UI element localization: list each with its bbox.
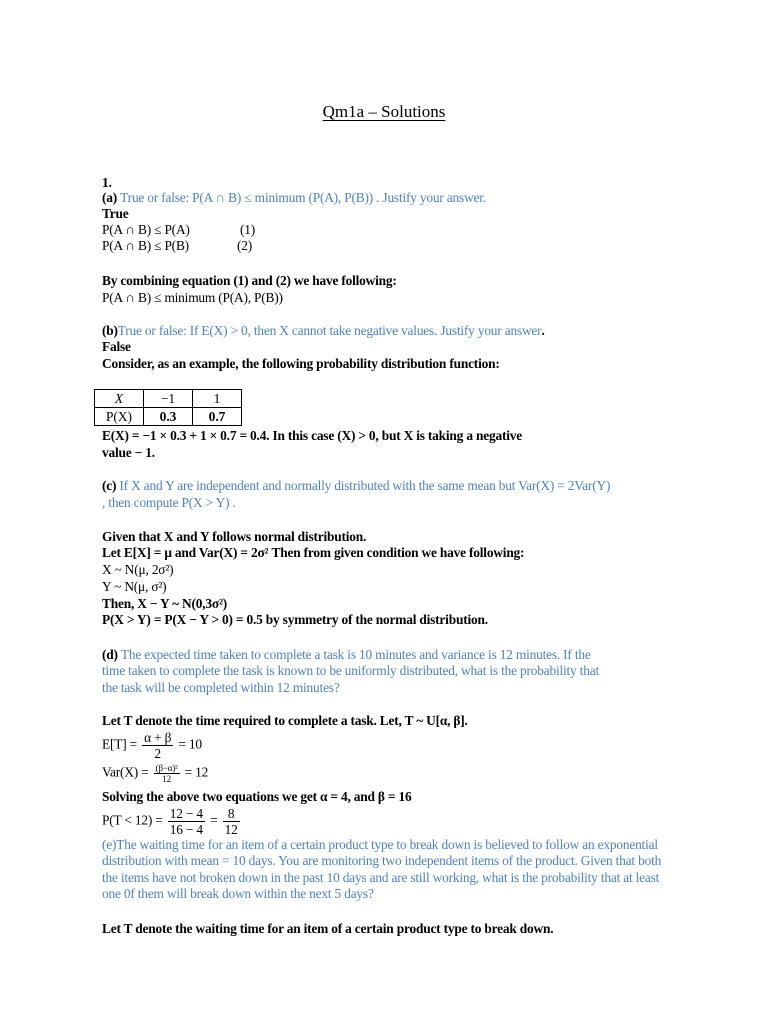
part-d-prob-fraction-2 xyxy=(223,806,240,837)
fraction-denominator: 12 xyxy=(224,822,238,837)
part-b-calc-end: value − 1. xyxy=(102,445,155,460)
part-e-question-1: (e)The waiting time for an item of a certain product type to break down is believed to follow an exponential xyxy=(102,837,658,852)
part-c-given: Given that X and Y follows normal distribution. xyxy=(102,529,367,544)
part-e-question-2: distribution with mean = 10 days. You are monitoring two independent items of the product. Given that both xyxy=(102,853,662,868)
fraction-denominator: 2 xyxy=(154,746,161,761)
part-a-eq1: P(A ∩ B) ≤ P(A) xyxy=(102,222,190,237)
fraction-denominator: 12 xyxy=(162,774,171,784)
part-d-prob-lhs: P(T < 12) = xyxy=(102,812,163,828)
part-d-var-rhs: = 12 xyxy=(184,764,209,780)
part-d-prob-fraction-1 xyxy=(168,806,205,837)
part-e-let: Let T denote the waiting time for an item of a certain product type to break down. xyxy=(102,921,554,936)
page-title: Qm1a – Solutions xyxy=(322,102,446,121)
part-a-eq2: P(A ∩ B) ≤ P(B) xyxy=(102,238,189,253)
table-cell: −1 xyxy=(144,390,193,408)
part-d-prob-equals: = xyxy=(210,812,218,828)
part-a-eq2-line xyxy=(102,238,253,254)
part-b-label: (b) xyxy=(102,323,118,338)
part-a-question: True or false: P(A ∩ B) ≤ minimum (P(A), P(B)) . Justify your answer. xyxy=(120,190,486,205)
part-d-mean-lhs: E[T] = xyxy=(102,736,137,752)
part-d-question-3: the task will be completed within 12 minutes? xyxy=(102,680,340,695)
part-d-let: Let T denote the time required to complete a task. Let, T ~ U[α, β]. xyxy=(102,713,468,728)
part-d-var-fraction xyxy=(154,763,180,784)
part-c-label: (c) xyxy=(102,478,117,493)
part-c-question-line-1 xyxy=(102,478,610,494)
part-c-diff: Then, X − Y ~ N(0,3σ²) xyxy=(102,596,228,611)
table-cell: 1 xyxy=(193,390,242,408)
part-b-calc: E(X) = −1 × 0.3 + 1 × 0.7 = 0.4. In this case (X) > 0, but X is taking a negative xyxy=(102,428,522,443)
part-d-var-lhs: Var(X) = xyxy=(102,764,149,780)
question-number: 1. xyxy=(102,175,112,190)
table-row xyxy=(95,390,242,408)
part-c-x-dist: X ~ N(μ, 2σ²) xyxy=(102,562,174,577)
part-a-result: P(A ∩ B) ≤ minimum (P(A), P(B)) xyxy=(102,290,283,305)
part-d-mean-equation xyxy=(102,730,202,761)
part-b-question-end: . xyxy=(541,323,545,338)
part-c-question-1: If X and Y are independent and normally distributed with the same mean but Var(X) = 2Var(Y) xyxy=(119,478,611,493)
part-a-eq1-tag: (1) xyxy=(240,222,256,237)
part-b-consider: Consider, as an example, the following probability distribution function: xyxy=(102,356,500,371)
part-b-answer: False xyxy=(102,339,131,354)
part-a-combine: By combining equation (1) and (2) we have following: xyxy=(102,273,397,288)
part-c-question-2: , then compute P(X > Y) . xyxy=(102,495,236,510)
part-d-solve: Solving the above two equations we get α = 4, and β = 16 xyxy=(102,789,412,804)
table-cell: 0.3 xyxy=(144,408,193,426)
part-d-mean-rhs: = 10 xyxy=(178,736,202,752)
part-d-question-2: time taken to complete the task is known to be uniformly distributed, what is the probability that xyxy=(102,663,599,678)
fraction-numerator: (β−α)² xyxy=(155,763,178,773)
part-d-prob-equation xyxy=(102,806,242,837)
part-c-y-dist: Y ~ N(μ, σ²) xyxy=(102,579,167,594)
part-c-result: P(X > Y) = P(X − Y > 0) = 0.5 by symmetry of the normal distribution. xyxy=(102,612,488,627)
part-b-question-line xyxy=(102,323,545,339)
part-a-answer: True xyxy=(102,206,129,221)
fraction-denominator: 16 − 4 xyxy=(169,822,203,837)
fraction-numerator: α + β xyxy=(144,730,172,745)
part-a-eq2-tag: (2) xyxy=(237,238,253,253)
part-c-let: Let E[X] = μ and Var(X) = 2σ² Then from given condition we have following: xyxy=(102,545,525,560)
part-a-question-line xyxy=(102,190,486,206)
table-cell: P(X) xyxy=(95,408,144,426)
part-a-eq1-line xyxy=(102,222,256,238)
table-cell: 0.7 xyxy=(193,408,242,426)
part-b-question: True or false: If E(X) > 0, then X cannot take negative values. Justify your answer xyxy=(117,323,542,338)
fraction-numerator: 8 xyxy=(223,806,240,822)
part-d-question-line-1 xyxy=(102,647,591,663)
probability-distribution-table xyxy=(94,389,242,426)
table-row xyxy=(95,408,242,426)
part-d-mean-fraction xyxy=(142,730,173,761)
fraction-numerator: 12 − 4 xyxy=(169,806,203,821)
part-d-var-equation xyxy=(102,763,208,784)
part-d-label: (d) xyxy=(102,647,118,662)
part-e-question-4: one 0f them will break down within the next 5 days? xyxy=(102,886,374,901)
table-cell: X xyxy=(95,390,144,408)
part-d-question-1: The expected time taken to complete a task is 10 minutes and variance is 12 minutes. If the xyxy=(120,647,591,662)
part-e-question-3: the items have not broken down in the past 10 days and are still working, what is the probability that at least xyxy=(102,870,660,885)
part-a-label: (a) xyxy=(102,190,118,205)
